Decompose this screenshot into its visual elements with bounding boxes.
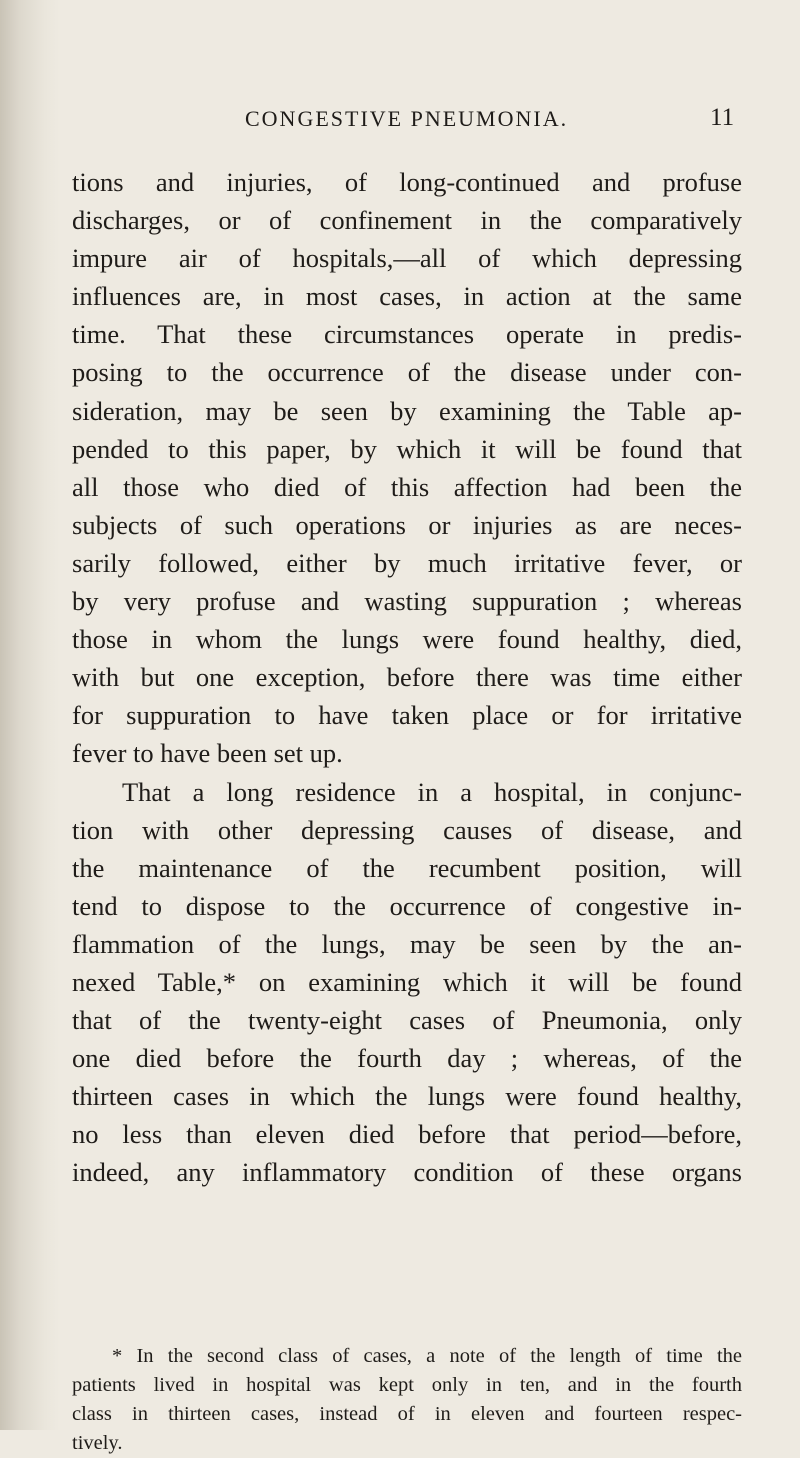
text-line: no less than eleven died before that period—before,: [72, 1119, 742, 1150]
text-line: That a long residence in a hospital, in conjunc-: [122, 776, 742, 807]
text-line: influences are, in most cases, in action at the same: [72, 281, 742, 312]
text-line: the maintenance of the recumbent position, will: [72, 852, 742, 883]
text-line: fever to have been set up.: [72, 738, 343, 769]
footnote: [72, 1342, 742, 1458]
text-line: that of the twenty-eight cases of Pneumonia, only: [72, 1005, 742, 1036]
footnote-line: * In the second class of cases, a note of the length of time the: [112, 1345, 742, 1367]
text-line: thirteen cases in which the lungs were found healthy,: [72, 1081, 742, 1112]
text-line: tions and injuries, of long-continued and profuse: [72, 167, 742, 197]
text-line: subjects of such operations or injuries as are neces-: [72, 509, 742, 540]
text-line: nexed Table,* on examining which it will be found: [72, 966, 742, 997]
text-line: discharges, or of confinement in the comparatively: [72, 205, 742, 236]
text-line: time. That these circumstances operate in predis-: [72, 319, 742, 350]
text-line: those in whom the lungs were found healthy, died,: [72, 624, 742, 655]
text-line: with but one exception, before there was time either: [72, 662, 742, 693]
text-line: pended to this paper, by which it will be found that: [72, 433, 742, 464]
text-line: impure air of hospitals,—all of which depressing: [72, 243, 742, 274]
body-text: [72, 163, 742, 1192]
text-line: indeed, any inflammatory condition of these organs: [72, 1157, 742, 1188]
page-header: [0, 106, 800, 136]
footnote-line: patients lived in hospital was kept only in ten, and in the fourth: [72, 1374, 742, 1396]
text-line: for suppuration to have taken place or for irritative: [72, 700, 742, 731]
text-line: sarily followed, either by much irritative fever, or: [72, 547, 742, 578]
text-line: all those who died of this affection had been the: [72, 471, 742, 502]
footnote-line: tively.: [72, 1432, 123, 1454]
text-line: tend to dispose to the occurrence of congestive in-: [72, 890, 742, 921]
footnote-line: class in thirteen cases, instead of in eleven and fourteen respec-: [72, 1403, 742, 1425]
running-head: CONGESTIVE PNEUMONIA.: [245, 106, 569, 131]
text-line: sideration, may be seen by examining the Table ap-: [72, 395, 742, 426]
text-line: one died before the fourth day ; whereas, of the: [72, 1043, 742, 1074]
text-line: posing to the occurrence of the disease under con-: [72, 357, 742, 388]
page-number: 11: [710, 104, 735, 131]
text-line: flammation of the lungs, may be seen by the an-: [72, 928, 742, 959]
text-line: tion with other depressing causes of disease, and: [72, 814, 742, 845]
text-line: by very profuse and wasting suppuration ; whereas: [72, 586, 742, 617]
page-edge-shadow: [0, 0, 60, 1430]
